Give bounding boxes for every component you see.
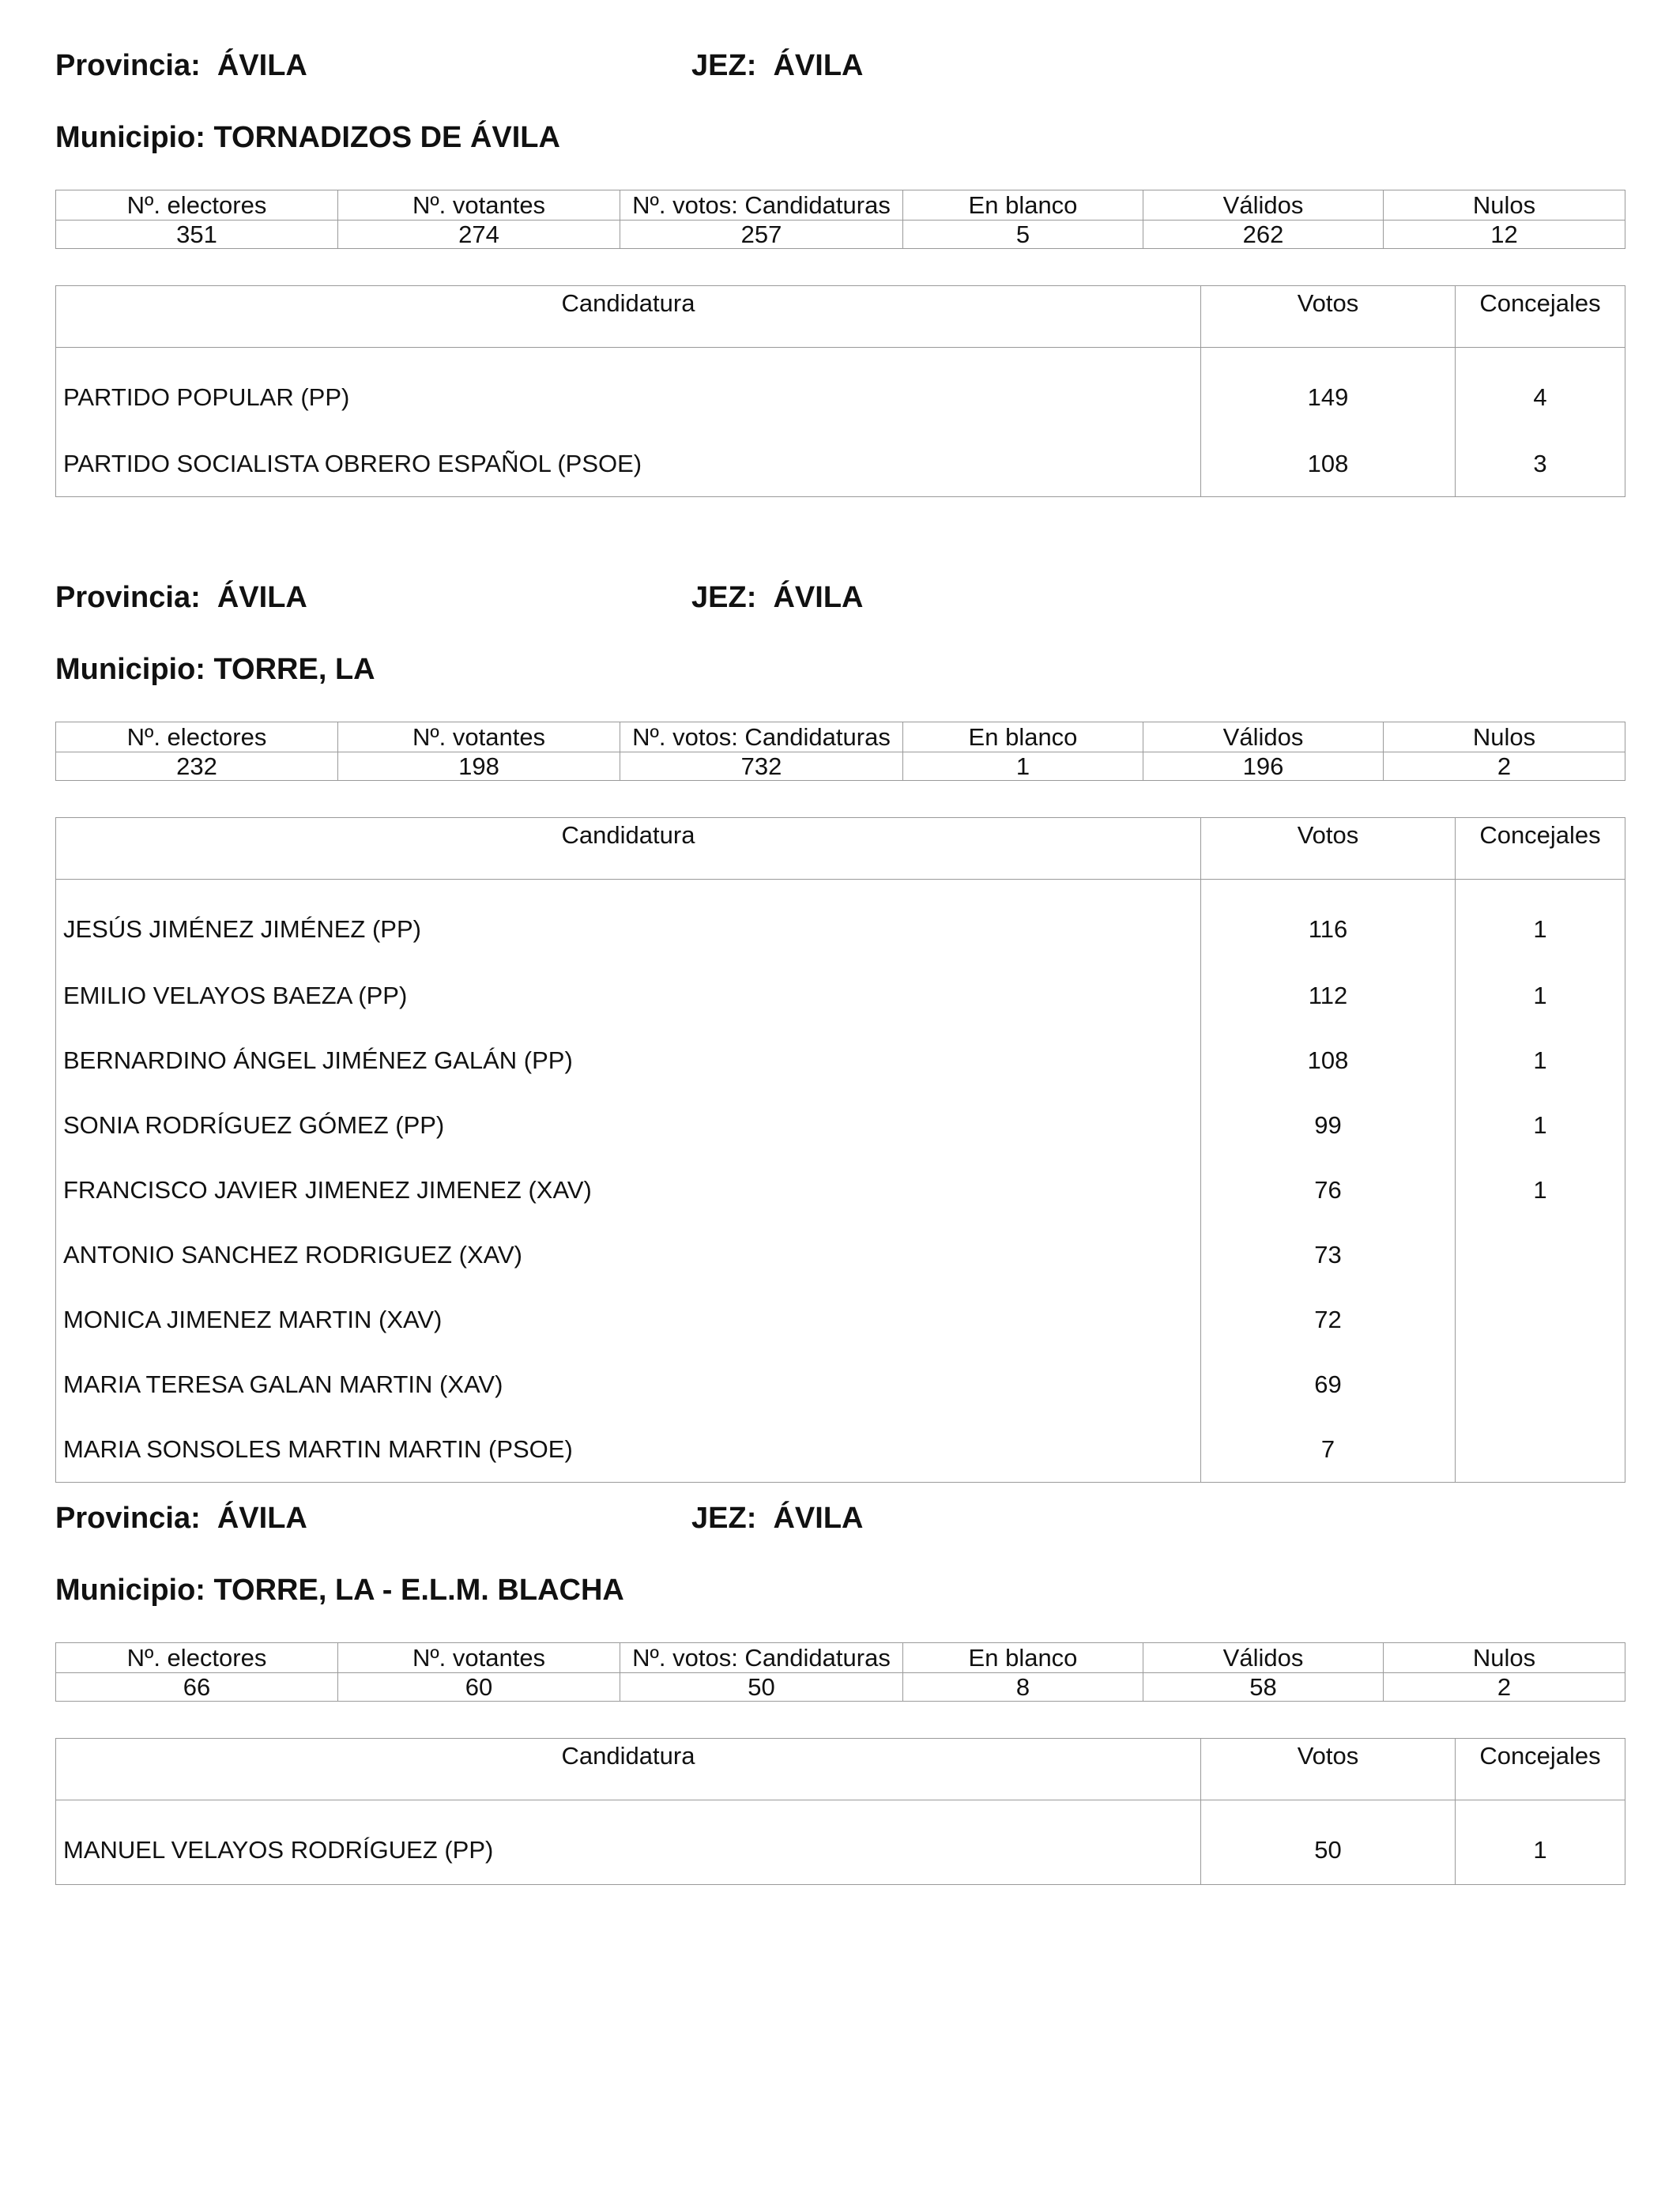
- stats-header-row: [56, 722, 1625, 752]
- stats-value: 58: [1143, 1673, 1384, 1702]
- stats-value: 50: [620, 1673, 903, 1702]
- province-header: [55, 1502, 1625, 1541]
- candidate-name: BERNARDINO ÁNGEL JIMÉNEZ GALÁN (PP): [56, 1028, 1201, 1093]
- municipality-section: [55, 581, 1625, 1483]
- stats-value: 12: [1384, 221, 1625, 249]
- stats-value: 5: [903, 221, 1143, 249]
- candidate-seats: 1: [1456, 1158, 1625, 1223]
- stats-value: 60: [338, 1673, 620, 1702]
- stats-value: 351: [56, 221, 338, 249]
- stats-value: 732: [620, 752, 903, 781]
- table-row: [56, 880, 1625, 964]
- candidate-seats: 4: [1456, 348, 1625, 432]
- candidate-name: EMILIO VELAYOS BAEZA (PP): [56, 963, 1201, 1028]
- table-row: [56, 1352, 1625, 1417]
- stats-header: Nulos: [1384, 190, 1625, 221]
- table-row: [56, 1287, 1625, 1352]
- candidate-votes: 149: [1201, 348, 1456, 432]
- stats-value: 8: [903, 1673, 1143, 1702]
- stats-header-row: [56, 1643, 1625, 1673]
- stats-header: Nº. electores: [56, 722, 338, 752]
- candidate-name: PARTIDO SOCIALISTA OBRERO ESPAÑOL (PSOE): [56, 432, 1201, 497]
- candidate-seats: 1: [1456, 1800, 1625, 1885]
- candidatura-header: Candidatura: [56, 1739, 1201, 1800]
- stats-header: Válidos: [1143, 722, 1384, 752]
- stats-value: 262: [1143, 221, 1384, 249]
- table-row: [56, 1093, 1625, 1158]
- candidate-seats: [1456, 1417, 1625, 1483]
- table-row: [56, 1223, 1625, 1287]
- stats-table: [55, 190, 1625, 249]
- stats-value: 257: [620, 221, 903, 249]
- stats-header: Nº. votantes: [338, 1643, 620, 1673]
- municipio-title: Municipio: TORRE, LA - E.L.M. BLACHA: [55, 1574, 624, 1607]
- candidate-name: MONICA JIMENEZ MARTIN (XAV): [56, 1287, 1201, 1352]
- stats-table: [55, 1642, 1625, 1702]
- stats-header: En blanco: [903, 190, 1143, 221]
- candidate-seats: 1: [1456, 880, 1625, 964]
- province-header: [55, 581, 1625, 620]
- stats-table: [55, 722, 1625, 781]
- candidates-table: [55, 285, 1625, 497]
- stats-header-row: [56, 190, 1625, 221]
- candidate-seats: [1456, 1223, 1625, 1287]
- concejales-header: Concejales: [1456, 818, 1625, 880]
- votos-header: Votos: [1201, 286, 1456, 348]
- concejales-header: Concejales: [1456, 286, 1625, 348]
- stats-header: Nº. electores: [56, 1643, 338, 1673]
- stats-values-row: [56, 221, 1625, 249]
- candidate-seats: 3: [1456, 432, 1625, 497]
- candidates-header-row: [56, 1739, 1625, 1800]
- table-row: [56, 1028, 1625, 1093]
- municipio-title: Municipio: TORRE, LA: [55, 653, 375, 686]
- candidate-seats: 1: [1456, 1093, 1625, 1158]
- municipality-section: [55, 49, 1625, 497]
- candidate-seats: 1: [1456, 1028, 1625, 1093]
- candidate-name: MARIA TERESA GALAN MARTIN (XAV): [56, 1352, 1201, 1417]
- table-row: [56, 1158, 1625, 1223]
- candidate-votes: 7: [1201, 1417, 1456, 1483]
- votos-header: Votos: [1201, 818, 1456, 880]
- stats-header: Nº. electores: [56, 190, 338, 221]
- provincia: Provincia: ÁVILA: [55, 1502, 307, 1535]
- candidatura-header: Candidatura: [56, 818, 1201, 880]
- stats-value: 2: [1384, 752, 1625, 781]
- stats-header: Nº. votos: Candidaturas: [620, 190, 903, 221]
- candidate-votes: 69: [1201, 1352, 1456, 1417]
- stats-header: Nº. votos: Candidaturas: [620, 722, 903, 752]
- stats-header: Nº. votantes: [338, 190, 620, 221]
- candidate-name: ANTONIO SANCHEZ RODRIGUEZ (XAV): [56, 1223, 1201, 1287]
- municipality-section: [55, 1502, 1625, 1885]
- table-row: [56, 963, 1625, 1028]
- candidate-votes: 50: [1201, 1800, 1456, 1885]
- stats-values-row: [56, 752, 1625, 781]
- jez: JEZ: ÁVILA: [691, 581, 864, 614]
- stats-header: En blanco: [903, 722, 1143, 752]
- candidate-name: MANUEL VELAYOS RODRÍGUEZ (PP): [56, 1800, 1201, 1885]
- stats-header: En blanco: [903, 1643, 1143, 1673]
- candidate-votes: 112: [1201, 963, 1456, 1028]
- candidate-name: JESÚS JIMÉNEZ JIMÉNEZ (PP): [56, 880, 1201, 964]
- stats-value: 274: [338, 221, 620, 249]
- candidate-votes: 108: [1201, 1028, 1456, 1093]
- votos-header: Votos: [1201, 1739, 1456, 1800]
- concejales-header: Concejales: [1456, 1739, 1625, 1800]
- table-row: [56, 1800, 1625, 1885]
- stats-header: Nulos: [1384, 1643, 1625, 1673]
- province-header: [55, 49, 1625, 89]
- candidates-table: [55, 1738, 1625, 1885]
- candidates-header-row: [56, 818, 1625, 880]
- candidate-name: SONIA RODRÍGUEZ GÓMEZ (PP): [56, 1093, 1201, 1158]
- stats-value: 2: [1384, 1673, 1625, 1702]
- table-row: [56, 432, 1625, 497]
- stats-header: Nulos: [1384, 722, 1625, 752]
- candidate-votes: 99: [1201, 1093, 1456, 1158]
- candidate-votes: 116: [1201, 880, 1456, 964]
- candidates-header-row: [56, 286, 1625, 348]
- stats-header: Válidos: [1143, 190, 1384, 221]
- candidate-seats: 1: [1456, 963, 1625, 1028]
- candidate-name: PARTIDO POPULAR (PP): [56, 348, 1201, 432]
- stats-values-row: [56, 1673, 1625, 1702]
- candidate-seats: [1456, 1287, 1625, 1352]
- provincia: Provincia: ÁVILA: [55, 581, 307, 614]
- stats-value: 66: [56, 1673, 338, 1702]
- provincia: Provincia: ÁVILA: [55, 49, 307, 82]
- candidate-votes: 108: [1201, 432, 1456, 497]
- stats-value: 232: [56, 752, 338, 781]
- stats-value: 198: [338, 752, 620, 781]
- candidate-votes: 76: [1201, 1158, 1456, 1223]
- stats-value: 196: [1143, 752, 1384, 781]
- candidate-seats: [1456, 1352, 1625, 1417]
- candidatura-header: Candidatura: [56, 286, 1201, 348]
- candidate-name: FRANCISCO JAVIER JIMENEZ JIMENEZ (XAV): [56, 1158, 1201, 1223]
- candidate-votes: 72: [1201, 1287, 1456, 1352]
- jez: JEZ: ÁVILA: [691, 1502, 864, 1535]
- table-row: [56, 348, 1625, 432]
- candidate-votes: 73: [1201, 1223, 1456, 1287]
- stats-header: Nº. votos: Candidaturas: [620, 1643, 903, 1673]
- candidate-name: MARIA SONSOLES MARTIN MARTIN (PSOE): [56, 1417, 1201, 1483]
- jez: JEZ: ÁVILA: [691, 49, 864, 82]
- municipio-title: Municipio: TORNADIZOS DE ÁVILA: [55, 121, 560, 154]
- table-row: [56, 1417, 1625, 1483]
- stats-header: Nº. votantes: [338, 722, 620, 752]
- stats-value: 1: [903, 752, 1143, 781]
- stats-header: Válidos: [1143, 1643, 1384, 1673]
- candidates-table: [55, 817, 1625, 1483]
